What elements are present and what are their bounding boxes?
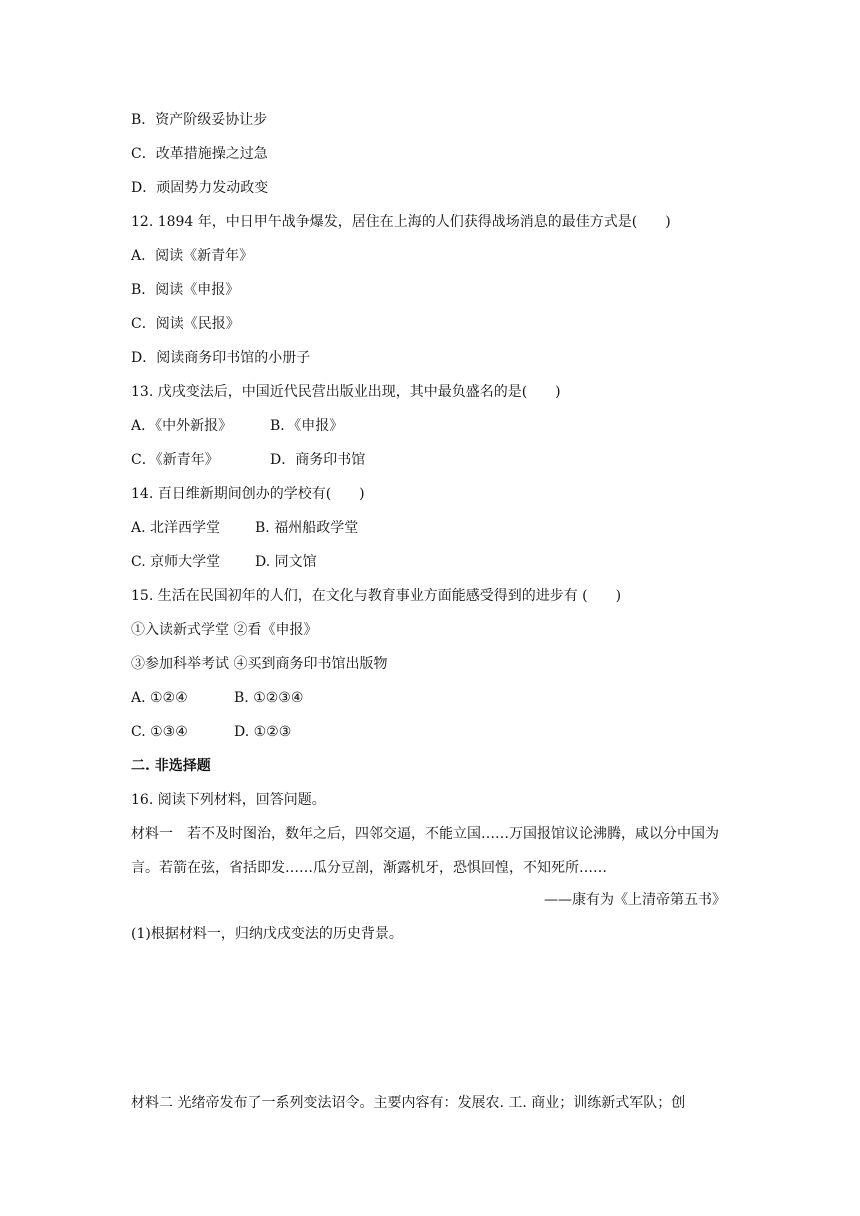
q13-option-d: D．商务印书馆 <box>270 452 366 468</box>
q13-option-b: B．《申报》 <box>270 418 344 434</box>
material-two: 材料二 光绪帝发布了一系列变法诏令。主要内容有：发展农. 工. 商业；训练新式军队；创 <box>131 1095 686 1111</box>
q12-option-b: B．阅读《申报》 <box>131 282 240 298</box>
question-12: 12. 1894 年，中日甲午战争爆发，居住在上海的人们获得战场消息的最佳方式是( ) <box>131 214 671 230</box>
q11-option-d: D．顽固势力发动政变 <box>131 180 269 196</box>
q12-option-c: C．阅读《民报》 <box>131 316 240 332</box>
q13-option-c: C．《新青年》 <box>131 452 219 468</box>
question-13: 13. 戊戌变法后，中国近代民营出版业出现，其中最负盛名的是( ) <box>131 384 561 400</box>
q15-statements-2: ③参加科举考试 ④买到商务印书馆出版物 <box>131 656 388 672</box>
q14-option-c: C. 京师大学堂 <box>131 554 221 570</box>
question-16-part-1: (1)根据材料一，归纳戊戌变法的历史背景。 <box>131 926 403 942</box>
q15-option-c: C. ①③④ <box>131 724 188 740</box>
q14-option-d: D. 同文馆 <box>255 554 317 570</box>
q15-option-b: B. ①②③④ <box>234 690 304 706</box>
q15-option-d: D. ①②③ <box>234 724 292 740</box>
material-one: 材料一 若不及时图治，数年之后，四邻交逼，不能立国……万国报馆议论沸腾，咸以分中国为言。若箭在弦，省括即发……瓜分豆剖，渐露机牙，恐惧回惶，不知死所…… <box>131 826 719 876</box>
question-14: 14. 百日维新期间创办的学校有( ) <box>131 486 365 502</box>
q14-option-b: B. 福州船政学堂 <box>255 520 359 536</box>
q12-option-a: A．阅读《新青年》 <box>131 248 254 264</box>
q11-option-b: B．资产阶级妥协让步 <box>131 112 268 128</box>
q12-option-d: D．阅读商务印书馆的小册子 <box>131 350 311 366</box>
q15-statements-1: ①入读新式学堂 ②看《申报》 <box>131 622 318 638</box>
question-15: 15. 生活在民国初年的人们，在文化与教育事业方面能感受得到的进步有 ( ) <box>131 588 622 604</box>
q11-option-c: C．改革措施操之过急 <box>131 146 268 162</box>
question-16: 16. 阅读下列材料，回答问题。 <box>131 792 326 808</box>
q15-option-a: A. ①②④ <box>131 690 188 706</box>
section-heading: 二. 非选择题 <box>131 758 211 774</box>
material-one-source: ——康有为《上清帝第五书》 <box>544 892 726 908</box>
q14-option-a: A. 北洋西学堂 <box>131 520 221 536</box>
q13-option-a: A．《中外新报》 <box>131 418 233 434</box>
